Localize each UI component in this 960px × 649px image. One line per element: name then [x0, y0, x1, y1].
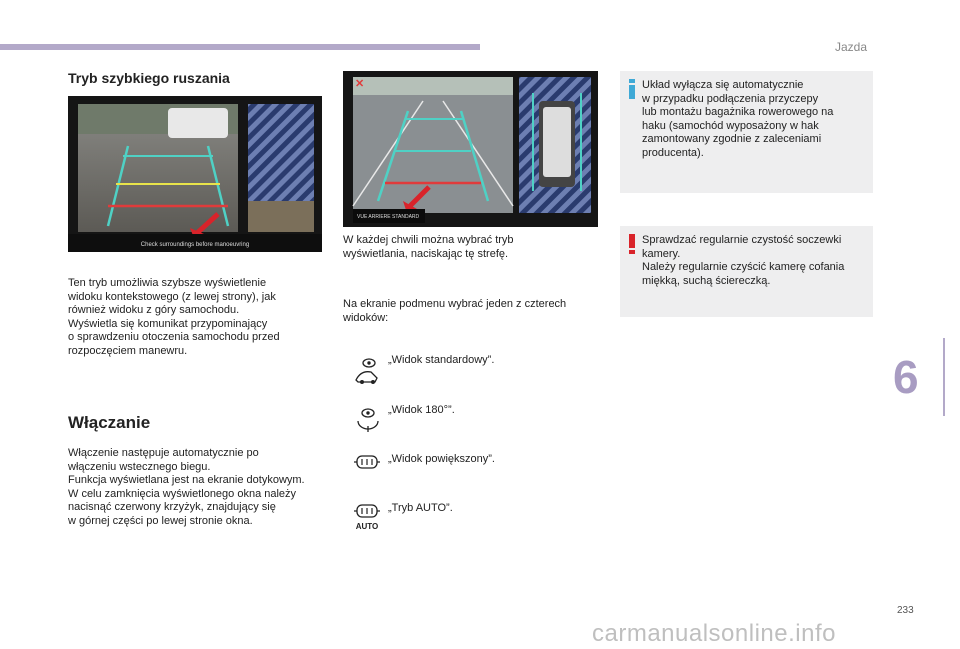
page-number: 233	[897, 605, 914, 616]
chapter-number: 6	[893, 351, 919, 403]
select-mode-text: W każdej chwili można wybrać tryb wyświetlania, naciskając tę strefę.	[343, 234, 514, 260]
option-zoom-view: „Widok powiększony”.	[388, 453, 495, 465]
option-standard-view: „Widok standardowy”.	[388, 354, 495, 366]
watermark: carmanualsonline.info	[592, 620, 836, 647]
header-accent-bar	[0, 44, 480, 50]
submenu-text: Na ekranie podmenu wybrać jeden z czterech widoków:	[343, 298, 567, 324]
quick-start-screen-image	[68, 96, 322, 252]
zoom-view-icon	[353, 453, 381, 471]
image-banner-text: Check surroundings before manoeuvring	[140, 242, 250, 248]
warning-note-text: Sprawdzać regularnie czystość soczewki kamery. Należy regularnie czyścić kamerę cofania miękką, suchą ściereczką.	[642, 234, 845, 287]
svg-text:AUTO: AUTO	[355, 522, 379, 531]
info-note-text: Układ wyłącza się automatycznie w przypadku podłączenia przyczepy lub montażu bagażnika rowerowego na haku (samochód wyposażony w hak zamontowany zgodnie z zaleceniami producenta).	[642, 79, 834, 159]
chapter-divider	[943, 338, 945, 416]
close-x-icon[interactable]: ✕	[355, 78, 365, 90]
warning-note	[620, 226, 873, 317]
section-title-quick-start: Tryb szybkiego ruszania	[68, 70, 230, 86]
info-note	[620, 71, 873, 193]
quick-start-description: Ten tryb umożliwia szybsze wyświetlenie widoku kontekstowego (z lewej strony), jak również widoku z góry samochodu. Wyświetla się komunikat przypominający o sprawdzeniu otoczenia samochodu przed rozpoczęciem manewru.	[68, 277, 280, 357]
warning-icon	[628, 234, 636, 254]
activation-description: Włączenie następuje automatycznie po włączeniu wstecznego biegu. Funkcja wyświetlana jest na ekranie dotykowym. W celu zamknięcia wyświetlonego okna należy nacisnąć czerwony krzyżyk, znajdujący się w górnej części po lewej stronie okna.	[68, 447, 305, 527]
view-mode-zone[interactable]: VUE ARRIERE STANDARD	[357, 214, 420, 220]
rear-camera-screen-image	[343, 71, 598, 227]
option-auto-mode: „Tryb AUTO”.	[388, 502, 453, 514]
section-name: Jazda	[835, 40, 868, 54]
info-icon	[628, 79, 636, 99]
standard-view-icon	[353, 356, 381, 386]
section-title-activation: Włączanie	[68, 413, 151, 432]
option-180-view: „Widok 180°”.	[388, 404, 455, 416]
180-view-icon	[355, 405, 381, 433]
auto-mode-icon	[353, 503, 381, 531]
